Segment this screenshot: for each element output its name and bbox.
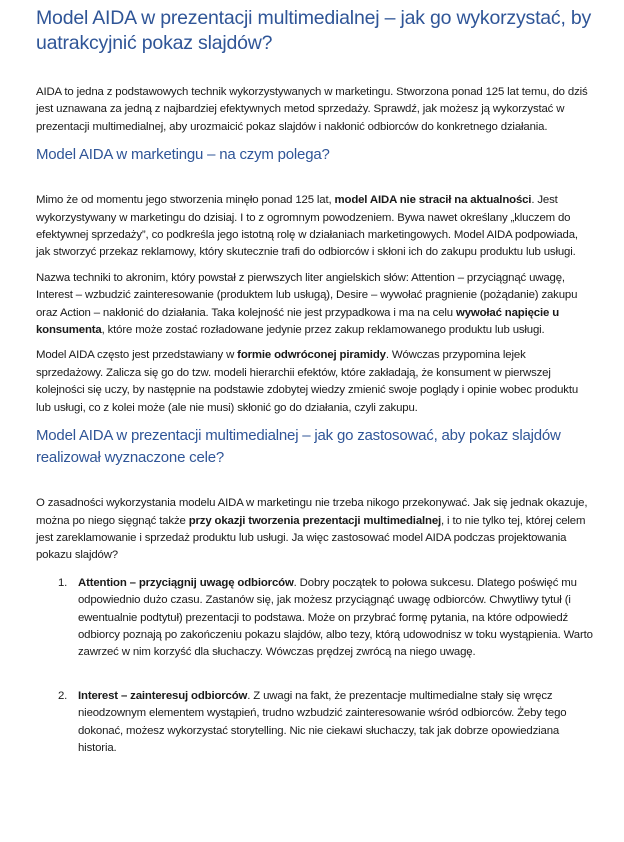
paragraph: O zasadności wykorzystania modelu AIDA w marketingu nie trzeba nikogo przekonywać. Jak się jednak okazuje, można po niego sięgnąć także przy okazji tworzenia prezentacji multimedialnej, i to nie tylko tej, której celem jest zareklamowanie i sprzedaż produktu lub usługi. Ja więc zastosować model AIDA podczas projektowania pokazu slajdów? bbox=[36, 497, 588, 562]
section-heading-marketing: Model AIDA w marketingu – na czym polega? bbox=[36, 146, 330, 164]
bold-text: model AIDA nie stracił na aktualności bbox=[334, 194, 532, 207]
list-number: 2. bbox=[58, 689, 68, 702]
intro-paragraph: AIDA to jedna z podstawowych technik wykorzystywanych w marketingu. Stworzona ponad 125 lat temu, do dziś jest uznawana za jedną z najbardziej efektywnych metod sprzedaży. Sprawdź, jak możesz ją wykorzystać w prezentacji multimedialnej, aby urozmaicić pokaz slajdów i nakłonić odbiorców do konkretnego działania. bbox=[36, 86, 588, 133]
bold-text: Interest – zainteresuj odbiorców bbox=[78, 689, 248, 702]
paragraph: Mimo że od momentu jego stworzenia minęło ponad 125 lat, model AIDA nie stracił na aktualności. Jest wykorzystywany w marketingu do dzisiaj. I to z ogromnym powodzeniem. Bywa nawet określany „kluczem do efektywnej sprzedaży”, co podkreśla jego istotną rolę w działaniach marketingowych. Model AIDA podpowiada, jak stworzyć przekaz reklamowy, który skutecznie trafi do odbiorców i skłoni ich do zakupu produktu lub usługi. bbox=[36, 194, 578, 259]
paragraph: Model AIDA często jest przedstawiany w formie odwróconej piramidy. Wówczas przypomina lejek sprzedażowy. Zalicza się go do tzw. modeli hierarchii efektów, które zakładają, że konsument w pierwszej kolejności się uczy, by następnie na podstawie zdobytej wiedzy zmienić swoje poglądy i opinie wobec produktu lub usługi, co z kolei może (ale nie musi) skłonić go do działania, czyli zakupu. bbox=[36, 349, 579, 414]
list-item: 2. Interest – zainteresuj odbiorców. Z uwagi na fakt, że prezentacje multimedialne stały się wręcz nieodzownym elementem wystąpień, trudno wzbudzić zainteresowanie wśród odbiorców. Żeby tego dokonać, możesz wykorzystać storytelling. Nic nie ciekawi słuchaczy, tak jak dobrze opowiedziana historia. bbox=[58, 689, 567, 754]
aida-steps-list bbox=[36, 575, 594, 758]
section-heading-presentation: Model AIDA w prezentacji multimedialnej – jak go zastosować, aby pokaz slajdów realizował wyznaczone cele? bbox=[36, 427, 561, 467]
list-item: 1. Attention – przyciągnij uwagę odbiorców. Dobry początek to połowa sukcesu. Dlatego poświęć mu odpowiednio dużo czasu. Zastanów się, jak możesz przyciągnąć uwagę odbiorców. Chwytliwy tytuł (i ewentualnie podtytuł) prezentacji to podstawa. Może on przybrać formę pytania, na które odpowiedź odbiorcy poznają po zakończeniu pokazu slajdów, albo tezy, którą udowodnisz w toku wystąpienia. Warto zawrzeć w nim korzyść dla słuchaczy. Wówczas prędzej zwrócą na niego uwagę. bbox=[58, 576, 593, 659]
bold-text: przy okazji tworzenia prezentacji multimedialnej bbox=[188, 514, 442, 527]
bold-text: wywołać napięcie u konsumenta bbox=[36, 306, 560, 337]
page-title: Model AIDA w prezentacji multimedialnej – jak go wykorzystać, by uatrakcyjnić pokaz slajdów? bbox=[36, 7, 592, 54]
bold-text: formie odwróconej piramidy bbox=[237, 349, 386, 362]
bold-text: Attention – przyciągnij uwagę odbiorców bbox=[78, 576, 294, 589]
list-number: 1. bbox=[58, 576, 68, 589]
paragraph: Nazwa techniki to akronim, który powstał z pierwszych liter angielskich słów: Attention – przyciągnąć uwagę, Interest – wzbudzić zainteresowanie (produktem lub usługą), Desire – wywołać pragnienie (pożądanie) zakupu oraz Action – nakłonić do działania. Taka kolejność nie jest przypadkowa i ma na celu wywołać napięcie u konsumenta, które może zostać rozładowane jedynie przez zakup reklamowanego produktu lub usługi. bbox=[36, 271, 578, 337]
